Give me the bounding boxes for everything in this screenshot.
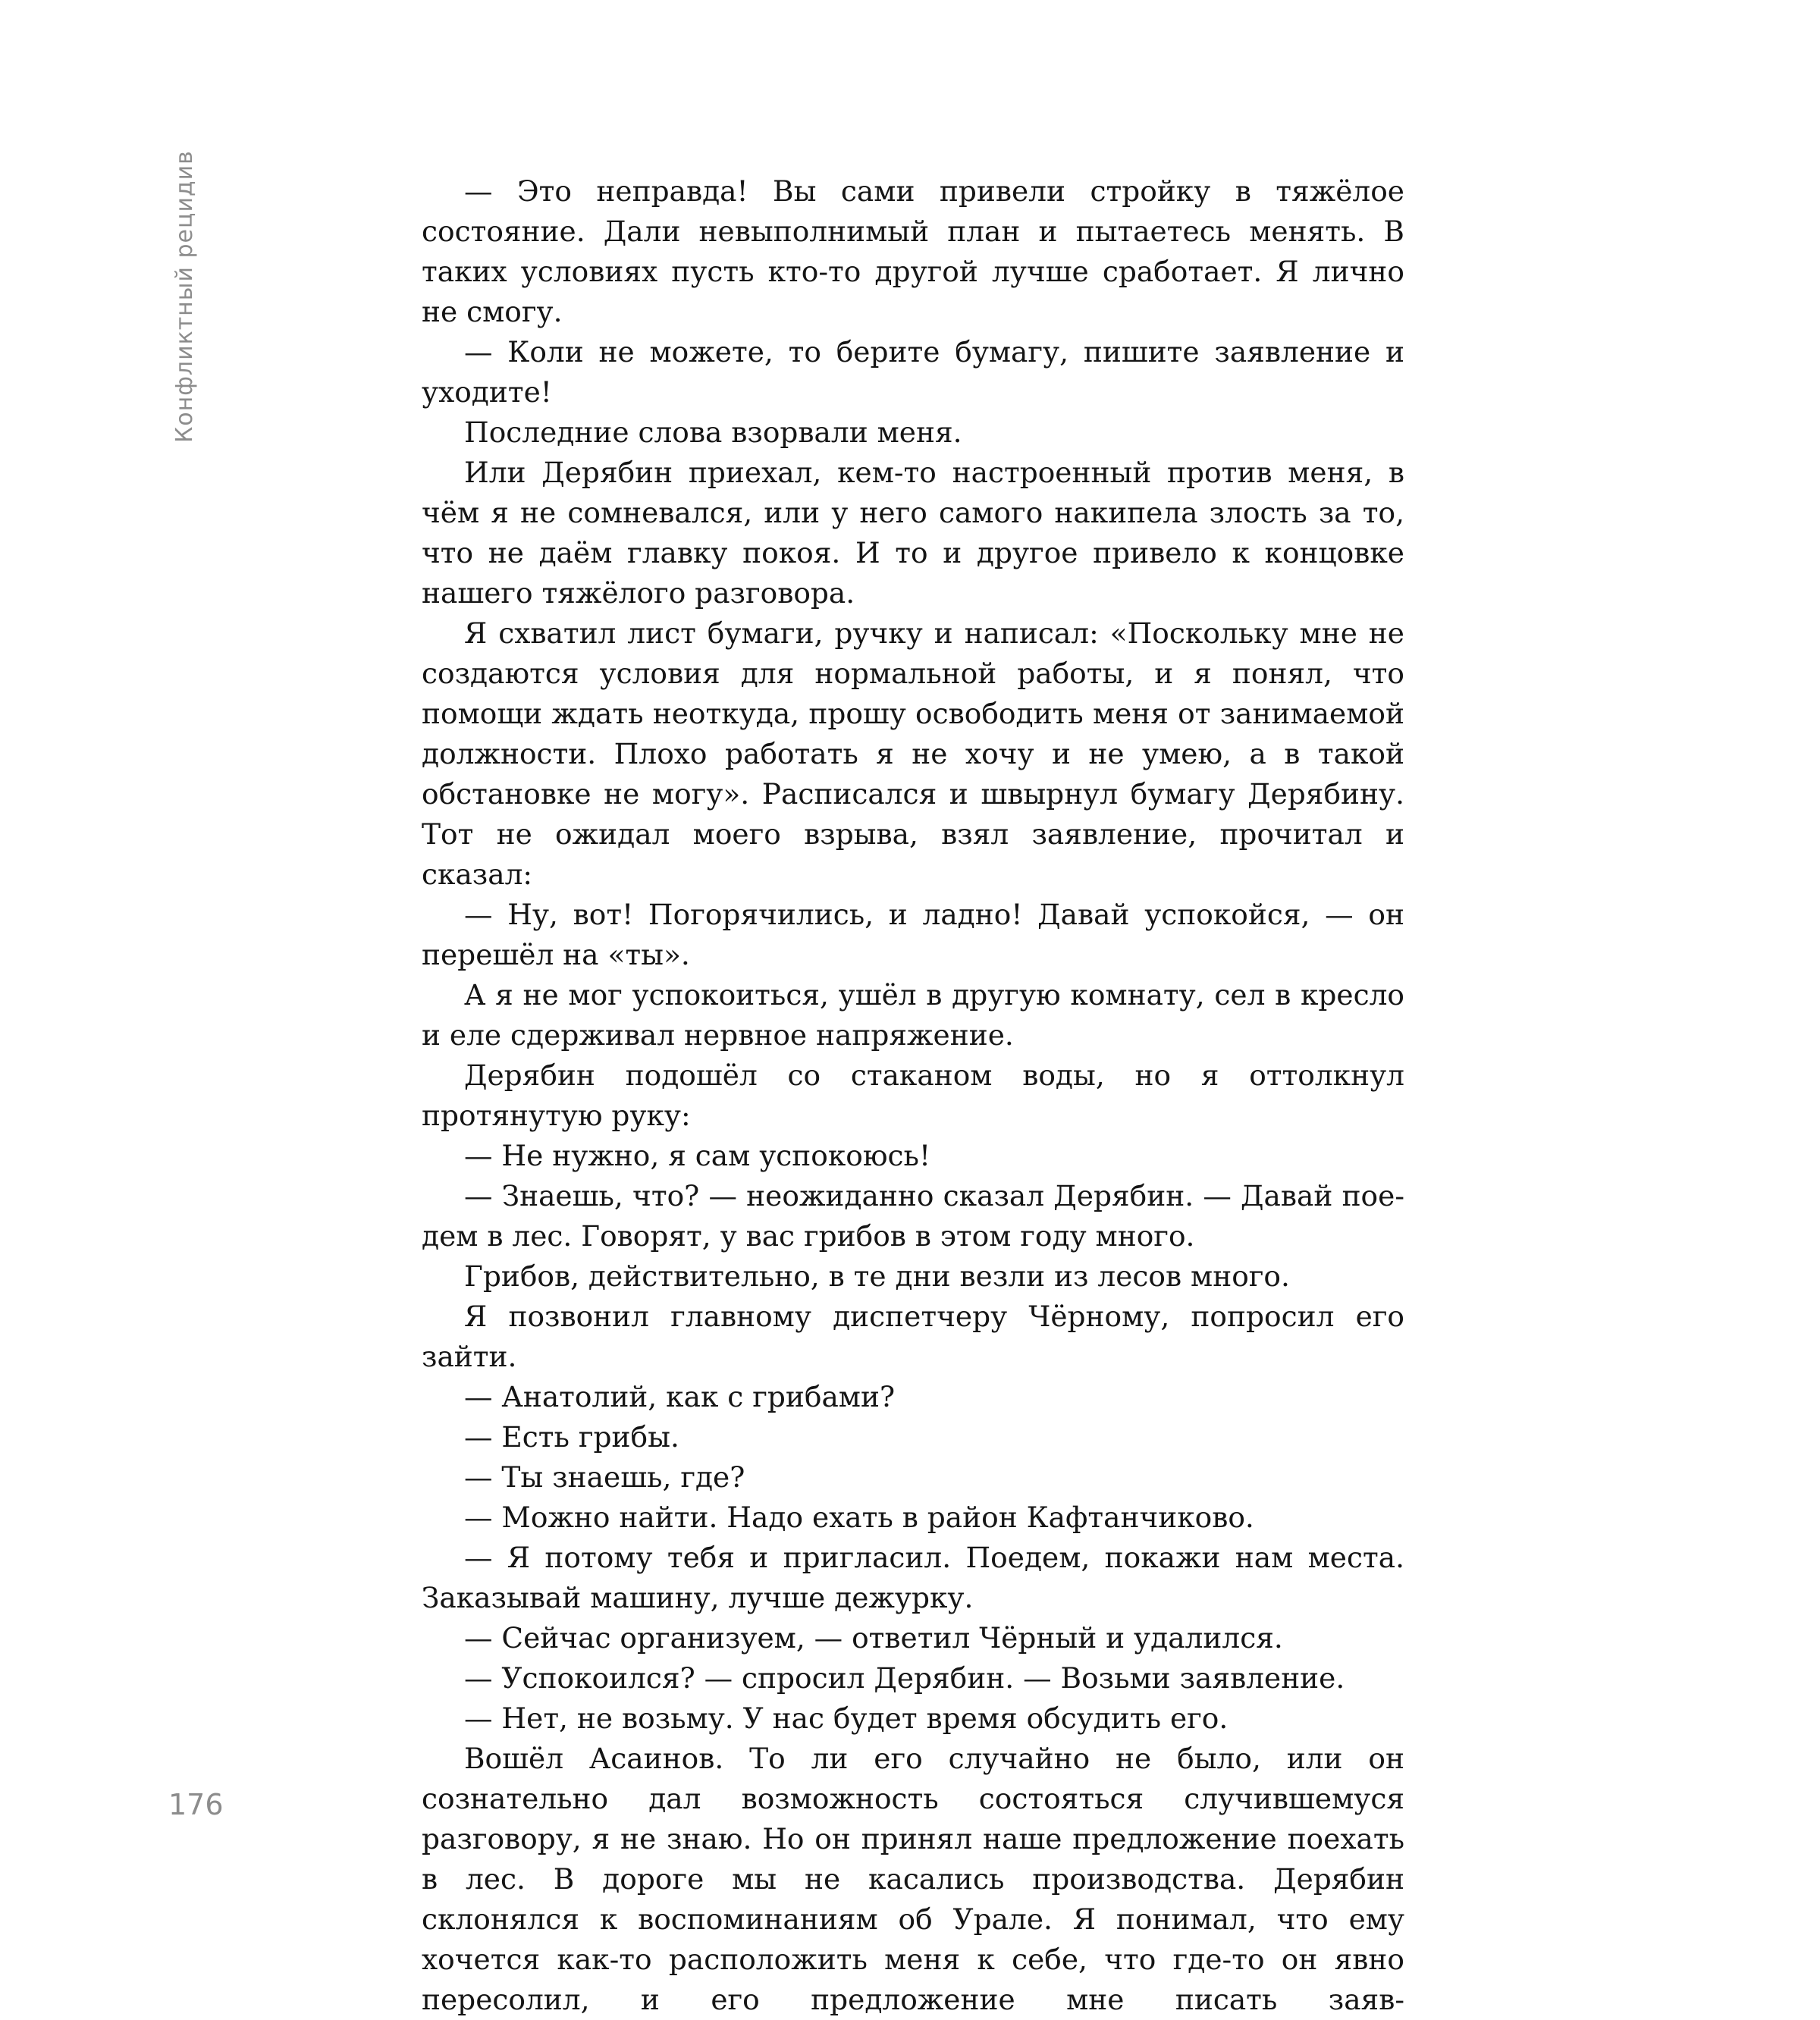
body-text — [422, 171, 1404, 2020]
paragraph: — Успокоился? — спросил Дерябин. — Возьми заявление. — [464, 1661, 1345, 1695]
paragraph: — Ты знаешь, где? — [464, 1460, 745, 1494]
paragraph: — Знаешь, что? — неожиданно сказал Дерябин. — Давай поедем в лес. Говорят, у вас грибов в этом году много. — [422, 1179, 1404, 1253]
paragraph: Я схватил лист бумаги, ручку и написал: «Поскольку мне не создаются условия для нормальной работы, и я понял, что помощи ждать неоткуда, прошу освободить меня от занимаемой должности. Плохо работать я не хочу и не умею, а в такой обстановке не могу». Расписался и швырнул бумагу Дерябину. Тот не ожидал моего взрыва, взял заявление, прочитал и сказал: — [422, 616, 1404, 891]
running-head: Конфликтный рецидив — [171, 150, 198, 443]
paragraph: Последние слова взорвали меня. — [464, 416, 962, 449]
paragraph: Грибов, действительно, в те дни везли из лесов много. — [464, 1259, 1290, 1293]
paragraph: Дерябин подошёл со стаканом воды, но я оттолкнул протянутую руку: — [422, 1059, 1404, 1132]
page-number: 176 — [168, 1788, 224, 1821]
paragraph: — Сейчас организуем, — ответил Чёрный и удалился. — [464, 1621, 1283, 1655]
paragraph: — Я потому тебя и пригласил. Поедем, покажи нам места. Заказывай машину, лучше дежурку. — [422, 1541, 1404, 1614]
paragraph: — Это неправда! Вы сами привели стройку в тяжёлое состояние. Дали невыполнимый план и пытаетесь менять. В таких условиях пусть кто-то другой лучше сработает. Я лично не смогу. — [422, 174, 1404, 328]
paragraph: Вошёл Асаинов. То ли его случайно не было, или он сознательно дал возможность состояться случившемуся разговору, я не знаю. Но он принял наше предложение поехать в лес. В дороге мы не касались производства. Дерябин склонялся к воспоминаниям об Урале. Я понимал, что ему хочется как-то расположить меня к себе, что где-то он явно пересолил, и его предложение мне писать заяв- — [422, 1742, 1404, 2016]
paragraph: А я не мог успокоиться, ушёл в другую комнату, сел в кресло и еле сдерживал нервное напряжение. — [422, 978, 1404, 1052]
paragraph: — Можно найти. Надо ехать в район Кафтанчиково. — [464, 1501, 1254, 1534]
paragraph: Я позвонил главному диспетчеру Чёрному, попросил его зайти. — [422, 1300, 1404, 1373]
paragraph: — Есть грибы. — [464, 1420, 679, 1454]
paragraph: — Коли не можете, то берите бумагу, пишите заявление и уходите! — [422, 335, 1404, 409]
paragraph: — Анатолий, как с грибами? — [464, 1380, 896, 1413]
paragraph: — Не нужно, я сам успокоюсь! — [464, 1139, 931, 1172]
paragraph: — Ну, вот! Погорячились, и ладно! Давай успокойся, — он перешёл на «ты». — [422, 898, 1404, 971]
paragraph: — Нет, не возьму. У нас будет время обсудить его. — [464, 1702, 1228, 1735]
paragraph: Или Дерябин приехал, кем-то настроенный против меня, в чём я не сомневался, или у него самого накипела злость за то, что не даём главку покоя. И то и другое привело к концовке нашего тяжёлого разговора. — [422, 456, 1404, 610]
